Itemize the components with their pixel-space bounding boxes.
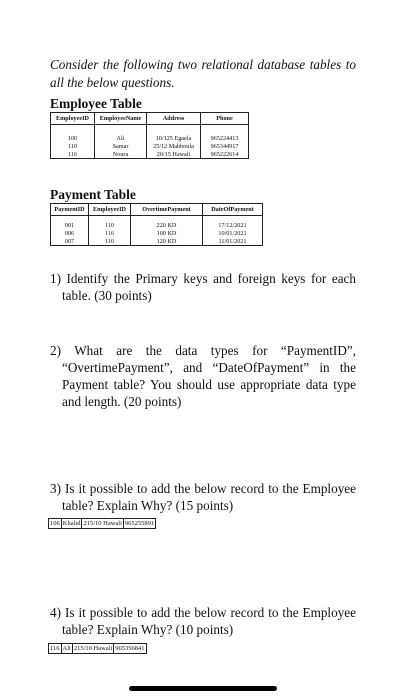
table-cell: 120 KD	[131, 238, 203, 246]
column-header: EmployeeID	[89, 204, 131, 216]
employee-table	[50, 112, 249, 159]
record-cell: 116	[50, 645, 60, 652]
table-cell: 965224413	[201, 135, 249, 143]
record-cell: 106	[50, 520, 60, 527]
table-cell: 11/01/2021	[203, 238, 263, 246]
table-cell: 007	[51, 238, 89, 246]
record-q4	[48, 643, 147, 654]
question-4: 4) Is it possible to add the below record to the Employee table? Explain Why? (10 points)	[50, 605, 356, 637]
column-header: EmployeeID	[51, 113, 95, 125]
table-cell: 965222614	[201, 151, 249, 159]
employee-table-header	[51, 113, 249, 125]
table-cell: 220 KD	[131, 222, 203, 230]
payment-table-header	[51, 204, 263, 216]
payment-table-title: Payment Table	[50, 187, 136, 202]
table-cell: 001	[51, 222, 89, 230]
table-cell: 10/125 Egaela	[147, 135, 201, 143]
column-header: DateOfPayment	[203, 204, 263, 216]
table-cell: 10/01/2021	[203, 230, 263, 238]
home-indicator[interactable]	[129, 686, 277, 691]
payment-table	[50, 203, 263, 246]
question-3: 3) Is it possible to add the below record to the Employee table? Explain Why? (15 points)	[50, 481, 356, 513]
table-row	[51, 230, 263, 238]
table-cell: 100 KD	[131, 230, 203, 238]
table-cell: 110	[89, 238, 131, 246]
record-cell: 215/10 Hawali	[83, 520, 122, 527]
table-row	[51, 143, 249, 151]
record-q3	[48, 518, 156, 529]
record-cell: 965255891	[124, 520, 155, 527]
table-cell: Samar	[95, 143, 147, 151]
table-row	[51, 135, 249, 143]
table-cell: 006	[51, 230, 89, 238]
question-2: 2) What are the data types for “PaymentID”, “OvertimePayment”, and “DateOfPayment” in the Payment table? You should use appropriate data type and length. (20 points)	[50, 343, 356, 409]
table-cell: 100	[51, 135, 95, 143]
employee-table-title: Employee Table	[50, 96, 142, 111]
table-cell: 116	[51, 151, 95, 159]
table-row	[51, 222, 263, 230]
table-cell: 110	[89, 222, 131, 230]
question-1: 1) Identify the Primary keys and foreign keys for each table. (30 points)	[50, 271, 356, 303]
table-cell: 25/12 Mahboula	[147, 143, 201, 151]
table-row	[51, 151, 249, 159]
table-cell: Noura	[95, 151, 147, 159]
record-cell: 215/10 Hawali	[73, 645, 113, 652]
table-row	[51, 125, 249, 136]
table-cell: 20/15 Hawali	[147, 151, 201, 159]
table-row	[51, 238, 263, 246]
record-cell: Ali	[62, 645, 71, 652]
table-cell: Ali	[95, 135, 147, 143]
intro-text: Consider the following two relational database tables to all the below questions.	[50, 57, 356, 90]
table-cell: 110	[51, 143, 95, 151]
column-header: PaymentID	[51, 204, 89, 216]
record-cell: Khalid	[62, 520, 81, 527]
table-cell: 116	[89, 230, 131, 238]
column-header: OvertimePayment	[131, 204, 203, 216]
table-cell: 17/12/2021	[203, 222, 263, 230]
column-header: EmployeeName	[95, 113, 147, 125]
column-header: Phone	[201, 113, 249, 125]
record-cell: 965356841	[115, 645, 145, 652]
column-header: Address	[147, 113, 201, 125]
table-cell: 965344917	[201, 143, 249, 151]
